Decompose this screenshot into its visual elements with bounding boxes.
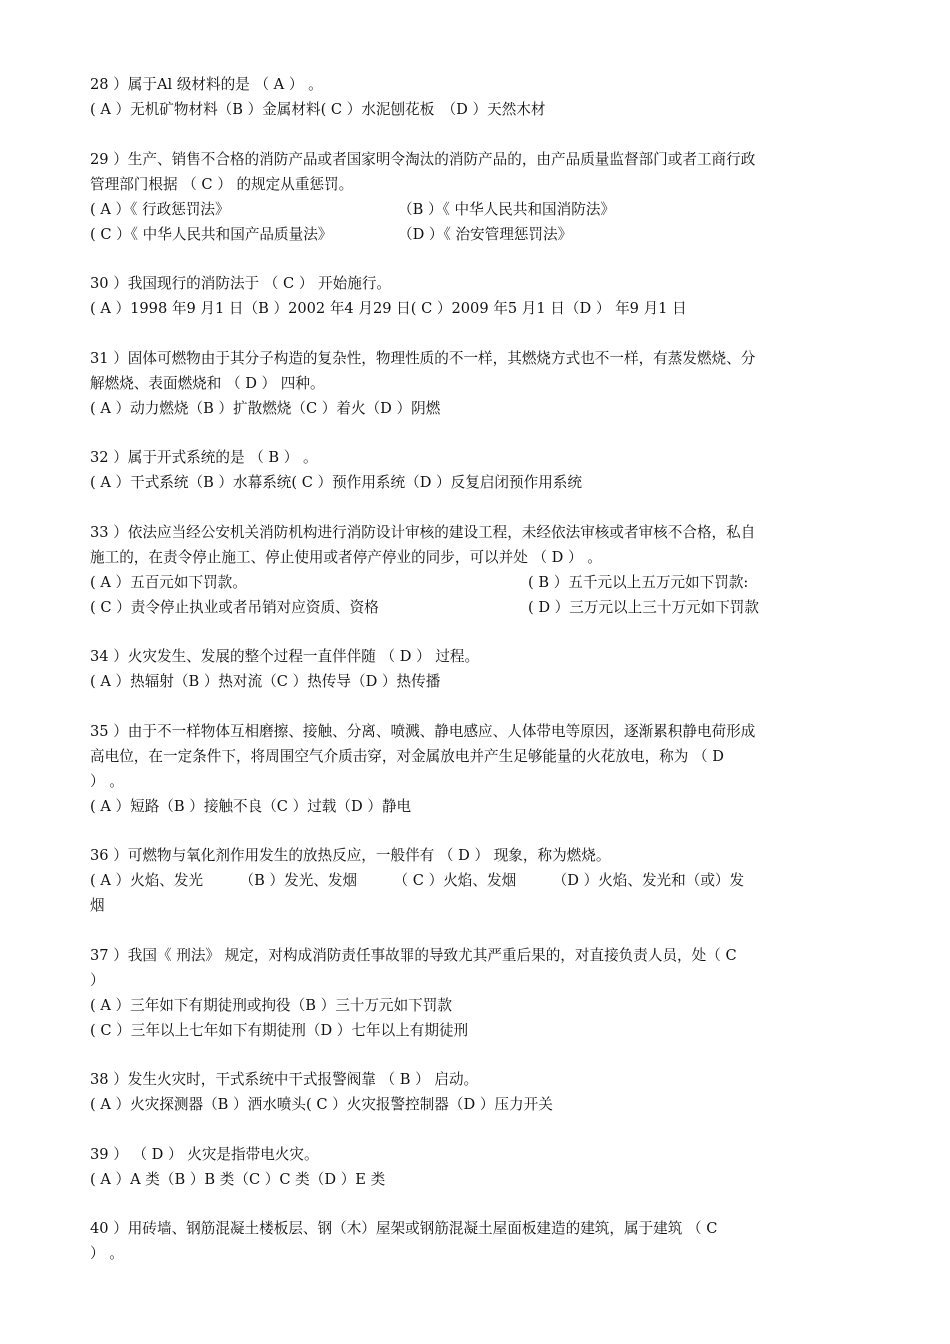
- question-options: ( A ）动力燃烧（B ）扩散燃烧（C ）着火（D ）阴燃: [90, 399, 441, 417]
- question-36: [90, 843, 870, 918]
- question-options: ( A ）A 类（B ）B 类（C ）C 类（D ）E 类: [90, 1170, 386, 1188]
- question-stem: ） 。: [90, 772, 124, 790]
- question-options: ( A ）无机矿物材料（B ）金属材料( C ）水泥刨花板 （D ）天然木材: [90, 101, 546, 118]
- question-29: [90, 147, 870, 247]
- question-40: [90, 1216, 870, 1266]
- option-b: ( B ）五千元以上五万元如下罚款:: [528, 573, 749, 591]
- question-options: ( A ）干式系统（B ）水幕系统( C ）预作用系统（D ）反复启闭预作用系统: [90, 474, 582, 491]
- options-row: [90, 197, 870, 222]
- question-38: [90, 1067, 870, 1117]
- question-stem: 36 ）可燃物与氧化剂作用发生的放热反应，一般伴有 （ D ） 现象，称为燃烧。: [90, 847, 611, 864]
- document-page: [90, 72, 870, 1291]
- question-stem: 管理部门根据 （ C ） 的规定从重惩罚。: [90, 175, 354, 193]
- question-stem: 29 ）生产、销售不合格的消防产品或者国家明令淘汰的消防产品的，由产品质量监督部门或者工商行政: [90, 150, 756, 168]
- question-stem: ） 。: [90, 1245, 124, 1262]
- question-stem: 39 ） （ D ） 火灾是指带电火灾。: [90, 1145, 319, 1163]
- question-stem: 40 ）用砖墙、钢筋混凝土楼板层、钢（木）屋架或钢筋混凝土屋面板建造的建筑，属于建筑 （ C: [90, 1220, 718, 1237]
- question-stem: 30 ）我国现行的消防法于 （ C ） 开始施行。: [90, 275, 392, 292]
- question-39: [90, 1142, 870, 1192]
- option-a: ( A ）五百元如下罚款。: [90, 573, 247, 591]
- question-options: ( A ）火焰、发光 （B ）发光、发烟 （ C ）火焰、发烟 （D ）火焰、发光和（或）发: [90, 872, 745, 889]
- question-stem: 28 ）属于Al 级材料的是 （ A ） 。: [90, 76, 323, 93]
- question-stem: 33 ）依法应当经公安机关消防机构进行消防设计审核的建设工程，未经依法审核或者审核不合格，私自: [90, 523, 756, 541]
- question-33: [90, 520, 870, 620]
- options-row: [90, 570, 870, 595]
- question-30: [90, 271, 870, 321]
- question-37: [90, 943, 870, 1043]
- option-c: ( C ）责令停止执业或者吊销对应资质、资格: [90, 598, 379, 616]
- question-28: [90, 72, 870, 122]
- question-35: [90, 719, 870, 819]
- question-options: ( A ）1998 年9 月1 日（B ）2002 年4 月29 日( C ）2009 年5 月1 日（D ） 年9 月1 日: [90, 300, 687, 317]
- options-row: [90, 222, 870, 247]
- question-stem: 35 ）由于不一样物体互相磨擦、接触、分离、喷溅、静电感应、人体带电等原因，逐渐累积静电荷形成: [90, 722, 756, 740]
- question-options: ( C ）三年以上七年如下有期徒刑（D ）七年以上有期徒刑: [90, 1021, 469, 1039]
- question-stem: 34 ）火灾发生、发展的整个过程一直伴伴随 （ D ） 过程。: [90, 648, 480, 665]
- question-32: [90, 445, 870, 495]
- question-stem: 38 ）发生火灾时，干式系统中干式报警阀靠 （ B ） 启动。: [90, 1071, 479, 1088]
- question-stem: 32 ）属于开式系统的是 （ B ） 。: [90, 449, 318, 466]
- question-stem: 37 ）我国《 刑法》 规定，对构成消防责任事故罪的导致尤其严重后果的，对直接负责人员，处（ C: [90, 946, 737, 964]
- question-options: ( A ）三年如下有期徒刑或拘役（B ）三十万元如下罚款: [90, 996, 452, 1014]
- option-d: ( D ）三万元以上三十万元如下罚款: [528, 598, 759, 616]
- question-options: ( A ）短路（B ）接触不良（C ）过载（D ）静电: [90, 797, 412, 815]
- option-b: （B ）《 中华人民共和国消防法》: [398, 200, 616, 218]
- question-stem: 施工的，在责令停止施工、停止使用或者停产停业的同步，可以并处 （ D ） 。: [90, 548, 602, 566]
- question-options: ( A ）热辐射（B ）热对流（C ）热传导（D ）热传播: [90, 673, 441, 690]
- options-row: [90, 595, 870, 620]
- question-stem: 高电位，在一定条件下，将周围空气介质击穿，对金属放电并产生足够能量的火花放电，称为 （ D: [90, 747, 724, 765]
- question-stem: 31 ）固体可燃物由于其分子构造的复杂性，物理性质的不一样，其燃烧方式也不一样，有蒸发燃烧、分: [90, 349, 756, 367]
- question-31: [90, 346, 870, 421]
- option-a: ( A ）《 行政惩罚法》: [90, 200, 230, 218]
- question-stem: 解燃烧、表面燃烧和 （ D ） 四种。: [90, 374, 325, 392]
- question-options: ( A ）火灾探测器（B ）洒水喷头( C ）火灾报警控制器（D ）压力开关: [90, 1096, 553, 1113]
- question-stem: ）: [90, 971, 105, 989]
- question-34: [90, 644, 870, 694]
- option-c: ( C ）《 中华人民共和国产品质量法》: [90, 225, 333, 243]
- option-d: （D ）《 治安管理惩罚法》: [398, 225, 573, 243]
- question-options: 烟: [90, 897, 105, 914]
